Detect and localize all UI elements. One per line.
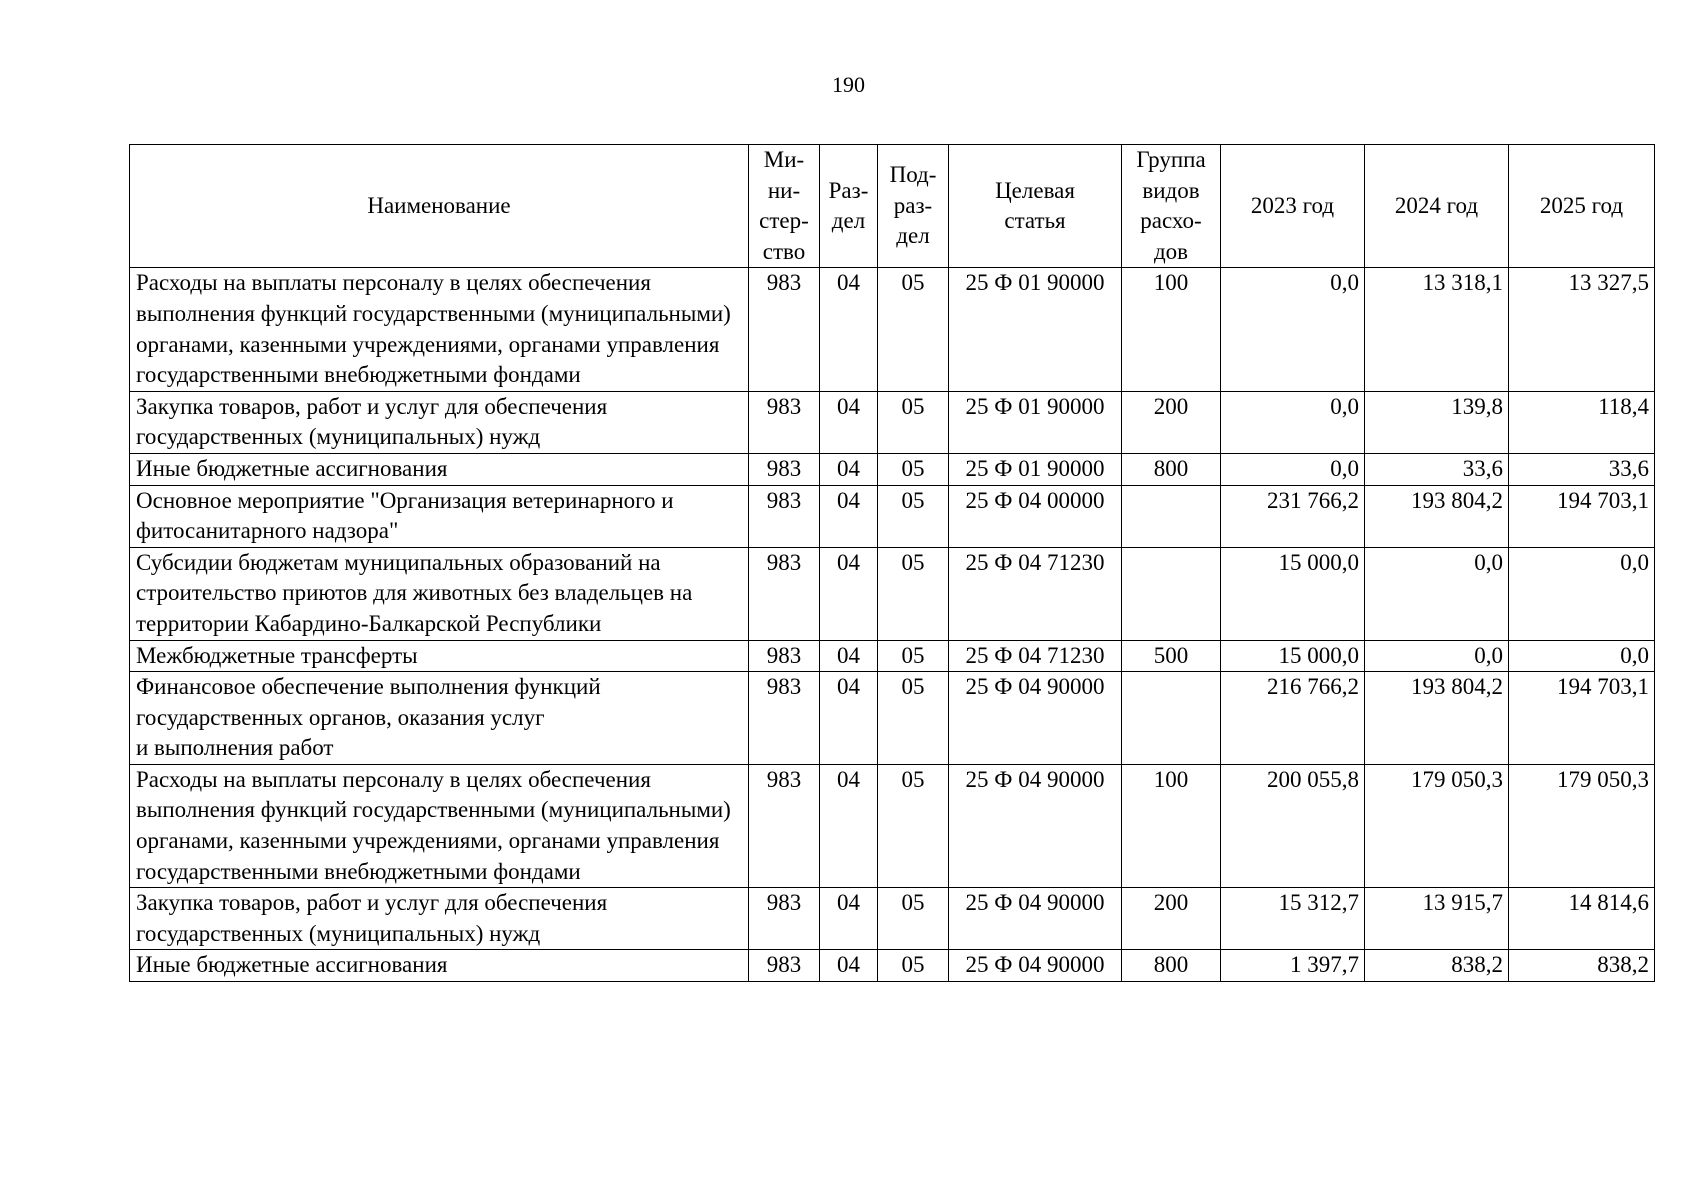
cell-group bbox=[1122, 547, 1221, 640]
table-row bbox=[130, 485, 1655, 547]
cell-y2023: 200 055,8 bbox=[1221, 764, 1365, 887]
cell-y2024: 193 804,2 bbox=[1365, 485, 1509, 547]
cell-target: 25 Ф 04 90000 bbox=[949, 950, 1122, 982]
table-row bbox=[130, 547, 1655, 640]
cell-name: Межбюджетные трансферты bbox=[130, 640, 749, 672]
table-row bbox=[130, 764, 1655, 887]
table-row bbox=[130, 391, 1655, 453]
cell-group: 800 bbox=[1122, 950, 1221, 982]
cell-ministry: 983 bbox=[749, 640, 820, 672]
cell-y2025: 179 050,3 bbox=[1509, 764, 1655, 887]
header-ministry bbox=[749, 145, 820, 268]
cell-subsection: 05 bbox=[878, 268, 949, 391]
cell-y2025: 838,2 bbox=[1509, 950, 1655, 982]
cell-y2024: 33,6 bbox=[1365, 453, 1509, 485]
cell-y2024: 838,2 bbox=[1365, 950, 1509, 982]
cell-y2023: 15 000,0 bbox=[1221, 547, 1365, 640]
cell-y2023: 0,0 bbox=[1221, 391, 1365, 453]
cell-target: 25 Ф 04 90000 bbox=[949, 764, 1122, 887]
cell-y2024: 13 915,7 bbox=[1365, 888, 1509, 950]
header-subsection bbox=[878, 145, 949, 268]
header-subsection-text: Под- раз- дел bbox=[889, 162, 937, 249]
cell-section: 04 bbox=[820, 453, 878, 485]
cell-y2023: 0,0 bbox=[1221, 453, 1365, 485]
page-number: 190 bbox=[832, 72, 865, 97]
cell-y2023: 15 312,7 bbox=[1221, 888, 1365, 950]
table-row bbox=[130, 640, 1655, 672]
cell-y2023: 231 766,2 bbox=[1221, 485, 1365, 547]
table-row bbox=[130, 950, 1655, 982]
cell-y2025: 118,4 bbox=[1509, 391, 1655, 453]
cell-y2024: 0,0 bbox=[1365, 640, 1509, 672]
cell-target: 25 Ф 04 00000 bbox=[949, 485, 1122, 547]
header-section-text: Раз- дел bbox=[828, 177, 869, 234]
cell-y2023: 0,0 bbox=[1221, 268, 1365, 391]
cell-target: 25 Ф 01 90000 bbox=[949, 268, 1122, 391]
cell-group: 200 bbox=[1122, 391, 1221, 453]
cell-section: 04 bbox=[820, 950, 878, 982]
cell-y2023: 1 397,7 bbox=[1221, 950, 1365, 982]
cell-section: 04 bbox=[820, 547, 878, 640]
cell-ministry: 983 bbox=[749, 547, 820, 640]
header-ministry-text: Ми- ни- стер- ство bbox=[759, 147, 809, 264]
cell-target: 25 Ф 04 71230 bbox=[949, 640, 1122, 672]
cell-y2023: 216 766,2 bbox=[1221, 672, 1365, 765]
table-row bbox=[130, 672, 1655, 765]
cell-group bbox=[1122, 485, 1221, 547]
cell-subsection: 05 bbox=[878, 764, 949, 887]
cell-target: 25 Ф 04 90000 bbox=[949, 672, 1122, 765]
cell-name: Закупка товаров, работ и услуг для обеспечения государственных (муниципальных) нужд bbox=[130, 391, 749, 453]
cell-y2025: 13 327,5 bbox=[1509, 268, 1655, 391]
cell-name: Расходы на выплаты персоналу в целях обеспечения выполнения функций государственными (муниципальными) органами, казенными учреждениями, органами управления государственными внебюджетными фондами bbox=[130, 764, 749, 887]
cell-name: Иные бюджетные ассигнования bbox=[130, 950, 749, 982]
cell-name: Иные бюджетные ассигнования bbox=[130, 453, 749, 485]
cell-target: 25 Ф 04 71230 bbox=[949, 547, 1122, 640]
table-row bbox=[130, 453, 1655, 485]
cell-section: 04 bbox=[820, 888, 878, 950]
cell-y2025: 33,6 bbox=[1509, 453, 1655, 485]
cell-y2023: 15 000,0 bbox=[1221, 640, 1365, 672]
table-row bbox=[130, 268, 1655, 391]
cell-subsection: 05 bbox=[878, 950, 949, 982]
cell-name: Субсидии бюджетам муниципальных образований на строительство приютов для животных без владельцев на территории Кабардино-Балкарской Республики bbox=[130, 547, 749, 640]
cell-subsection: 05 bbox=[878, 485, 949, 547]
cell-target: 25 Ф 04 90000 bbox=[949, 888, 1122, 950]
cell-section: 04 bbox=[820, 764, 878, 887]
cell-ministry: 983 bbox=[749, 485, 820, 547]
cell-section: 04 bbox=[820, 672, 878, 765]
cell-section: 04 bbox=[820, 485, 878, 547]
cell-section: 04 bbox=[820, 640, 878, 672]
cell-ministry: 983 bbox=[749, 672, 820, 765]
header-2024: 2024 год bbox=[1365, 145, 1509, 268]
cell-name: Расходы на выплаты персоналу в целях обеспечения выполнения функций государственными (муниципальными) органами, казенными учреждениями, органами управления государственными внебюджетными фондами bbox=[130, 268, 749, 391]
cell-target: 25 Ф 01 90000 bbox=[949, 391, 1122, 453]
header-2025: 2025 год bbox=[1509, 145, 1655, 268]
table-row bbox=[130, 888, 1655, 950]
cell-name: Финансовое обеспечение выполнения функций государственных органов, оказания услуг и выполнения работ bbox=[130, 672, 749, 765]
cell-group: 100 bbox=[1122, 268, 1221, 391]
cell-subsection: 05 bbox=[878, 672, 949, 765]
cell-ministry: 983 bbox=[749, 453, 820, 485]
cell-name: Закупка товаров, работ и услуг для обеспечения государственных (муниципальных) нужд bbox=[130, 888, 749, 950]
cell-y2024: 0,0 bbox=[1365, 547, 1509, 640]
cell-y2025: 194 703,1 bbox=[1509, 485, 1655, 547]
cell-ministry: 983 bbox=[749, 391, 820, 453]
cell-y2024: 193 804,2 bbox=[1365, 672, 1509, 765]
cell-subsection: 05 bbox=[878, 453, 949, 485]
header-target-text: Целевая статья bbox=[995, 177, 1075, 234]
cell-y2025: 0,0 bbox=[1509, 640, 1655, 672]
cell-y2025: 194 703,1 bbox=[1509, 672, 1655, 765]
cell-group: 500 bbox=[1122, 640, 1221, 672]
header-group-text: Группа видов расхо- дов bbox=[1136, 147, 1206, 264]
cell-y2025: 0,0 bbox=[1509, 547, 1655, 640]
header-row bbox=[130, 145, 1655, 268]
cell-section: 04 bbox=[820, 391, 878, 453]
cell-subsection: 05 bbox=[878, 391, 949, 453]
cell-subsection: 05 bbox=[878, 640, 949, 672]
cell-ministry: 983 bbox=[749, 268, 820, 391]
cell-y2024: 13 318,1 bbox=[1365, 268, 1509, 391]
cell-ministry: 983 bbox=[749, 888, 820, 950]
cell-y2024: 179 050,3 bbox=[1365, 764, 1509, 887]
budget-table bbox=[129, 144, 1655, 982]
header-target bbox=[949, 145, 1122, 268]
cell-group bbox=[1122, 672, 1221, 765]
cell-name: Основное мероприятие "Организация ветеринарного и фитосанитарного надзора" bbox=[130, 485, 749, 547]
cell-target: 25 Ф 01 90000 bbox=[949, 453, 1122, 485]
cell-section: 04 bbox=[820, 268, 878, 391]
cell-y2024: 139,8 bbox=[1365, 391, 1509, 453]
cell-y2025: 14 814,6 bbox=[1509, 888, 1655, 950]
cell-subsection: 05 bbox=[878, 547, 949, 640]
cell-group: 800 bbox=[1122, 453, 1221, 485]
cell-ministry: 983 bbox=[749, 950, 820, 982]
cell-ministry: 983 bbox=[749, 764, 820, 887]
header-2023: 2023 год bbox=[1221, 145, 1365, 268]
cell-group: 200 bbox=[1122, 888, 1221, 950]
header-group bbox=[1122, 145, 1221, 268]
table-body bbox=[130, 268, 1655, 982]
cell-group: 100 bbox=[1122, 764, 1221, 887]
header-section bbox=[820, 145, 878, 268]
cell-subsection: 05 bbox=[878, 888, 949, 950]
header-name: Наименование bbox=[130, 145, 749, 268]
